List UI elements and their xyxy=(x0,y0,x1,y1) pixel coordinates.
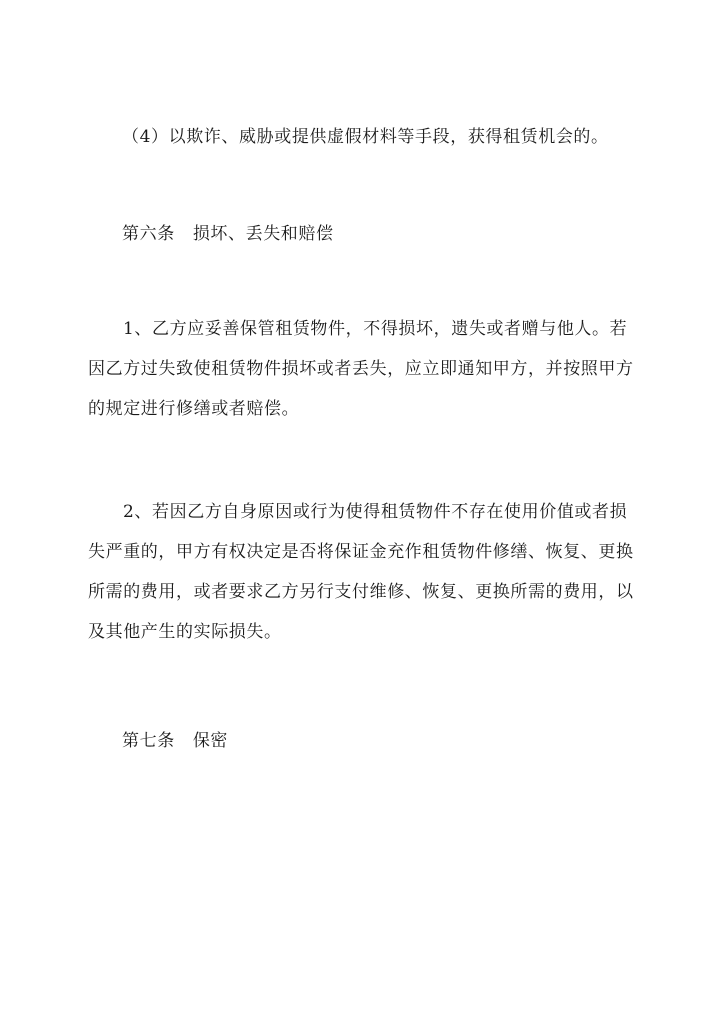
item-4-paragraph xyxy=(122,117,622,157)
item-4-text: （4）以欺诈、威胁或提供虚假材料等手段，获得租赁机会的。 xyxy=(122,127,609,147)
article-6-title: 损坏、丢失和赔偿 xyxy=(192,224,334,244)
article-7-number: 第七条 xyxy=(122,731,175,751)
clause-2-text: 2、若因乙方自身原因或行为使得租赁物件不存在使用价值或者损失严重的，甲方有权决定是否将保证金充作租赁物件修缮、恢复、更换所需的费用，或者要求乙方另行支付维修、恢复、更换所需的费用，以及其他产生的实际损失。 xyxy=(88,502,634,642)
article-7-heading xyxy=(122,721,622,761)
clause-1-paragraph xyxy=(88,309,636,429)
article-6-number: 第六条 xyxy=(122,224,175,244)
article-6-heading xyxy=(122,214,622,254)
article-7-title: 保密 xyxy=(192,731,229,751)
clause-2-paragraph xyxy=(88,492,636,652)
clause-1-text: 1、乙方应妥善保管租赁物件，不得损坏，遗失或者赠与他人。若因乙方过失致使租赁物件损坏或者丢失，应立即通知甲方，并按照甲方的规定进行修缮或者赔偿。 xyxy=(88,319,634,419)
